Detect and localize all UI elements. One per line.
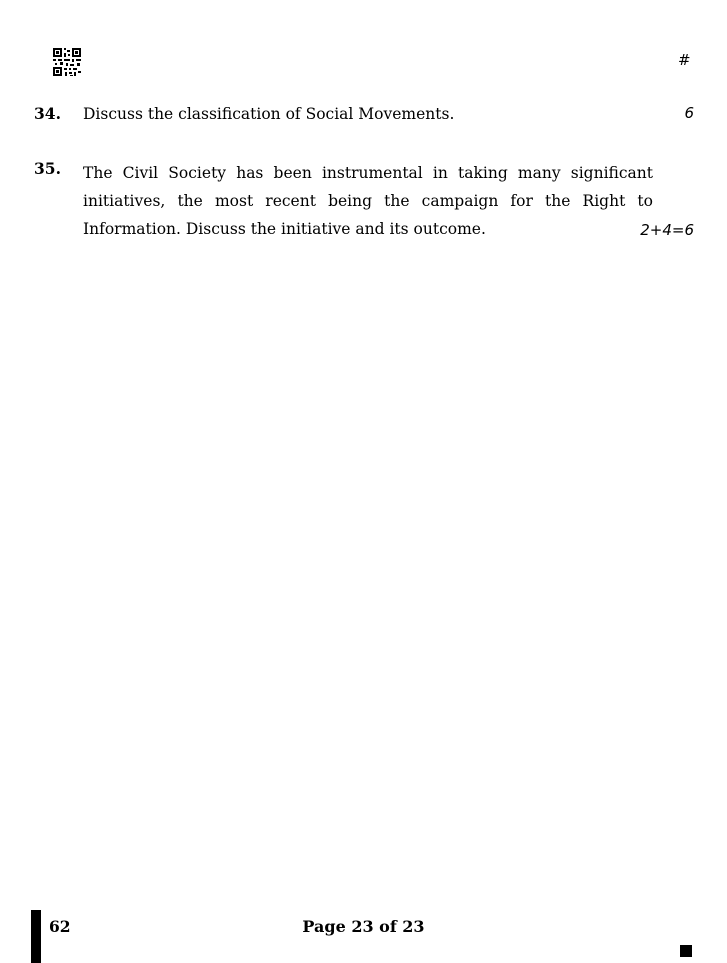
question-text bbox=[83, 159, 653, 243]
corner-marker bbox=[680, 945, 692, 957]
question-number: 34. bbox=[34, 104, 61, 123]
page-number: Page 23 of 23 bbox=[302, 917, 425, 936]
question-text: Discuss the classification of Social Movements. bbox=[83, 105, 455, 123]
question-text-line: The Civil Society has been instrumental in taking many significant initiatives, the most recent being the campaign for the Right to bbox=[83, 164, 653, 210]
question-number: 35. bbox=[34, 159, 61, 178]
question-marks: 6 bbox=[684, 104, 694, 122]
header-hash-mark: # bbox=[678, 51, 691, 69]
qr-code-icon bbox=[53, 48, 81, 76]
question-marks: 2+4=6 bbox=[640, 221, 694, 239]
question-text-line: Information. Discuss the initiative and its outcome. bbox=[83, 220, 486, 238]
paper-code: 62 bbox=[49, 917, 71, 936]
